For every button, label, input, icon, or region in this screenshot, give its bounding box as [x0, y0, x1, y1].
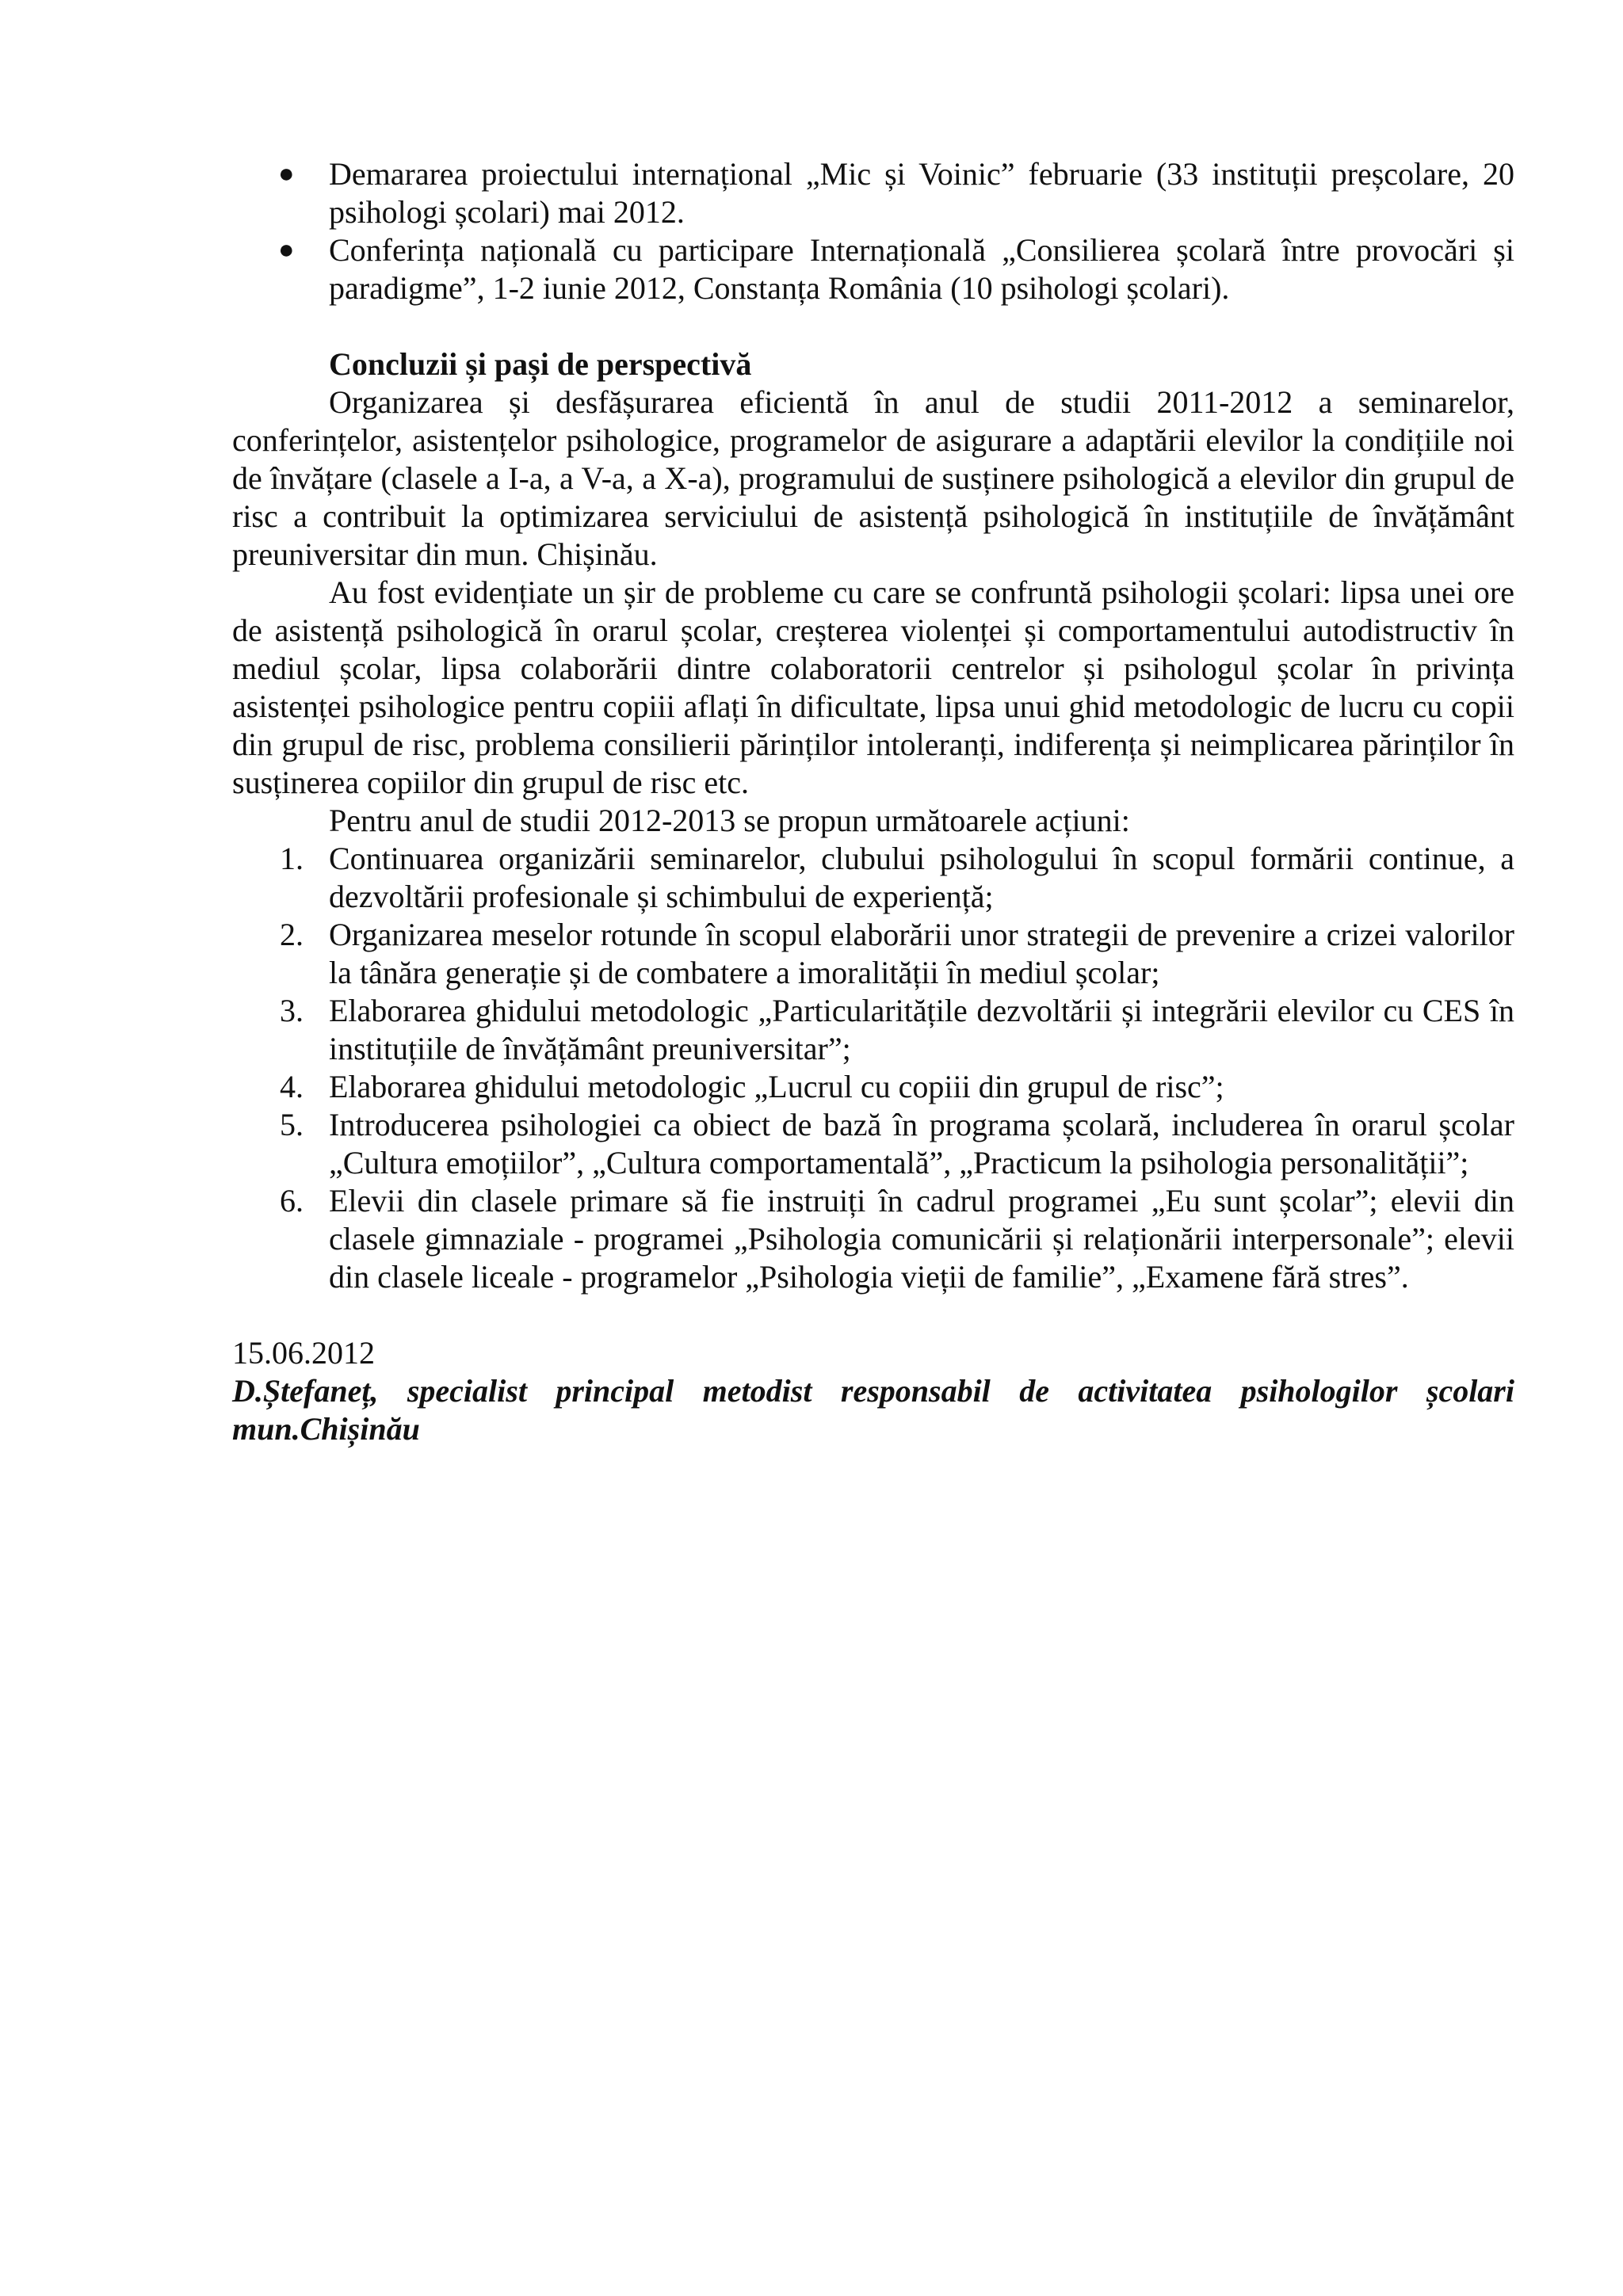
list-item-text: Continuarea organizării seminarelor, clubului psihologului în scopul formării continue, a dezvoltării profesionale și schimbului de experiență;	[329, 841, 1514, 914]
document-page	[232, 155, 1514, 1448]
list-item-text: Elaborarea ghidului metodologic „Lucrul cu copiii din grupul de risc”;	[329, 1069, 1224, 1104]
document-date: 15.06.2012	[232, 1335, 375, 1371]
actions-intro: Pentru anul de studii 2012-2013 se propun următoarele acțiuni:	[329, 803, 1130, 838]
list-item-number: 2.	[280, 917, 304, 952]
list-item-text: Introducerea psihologiei ca obiect de bază în programa școlară, includerea în orarul școlar „Cultura emoțiilor”, „Cultura comportamentală”, „Practicum la psihologia personalității”;	[329, 1107, 1514, 1180]
list-item-number: 6.	[280, 1183, 304, 1219]
actions-numbered-list	[232, 840, 1514, 1296]
events-bullet-list	[232, 155, 1514, 307]
list-item-text: Elaborarea ghidului metodologic „Particularitățile dezvoltării și integrării elevilor cu CES în instituțiile de învățământ preuniversitar”;	[329, 993, 1514, 1066]
list-item	[232, 1106, 1514, 1182]
list-item	[232, 992, 1514, 1068]
list-item-number: 3.	[280, 993, 304, 1028]
paragraph: Organizarea și desfășurarea eficientă în anul de studii 2011-2012 a seminarelor, conferințelor, asistențelor psihologice, programelor de asigurare a adaptării elevilor la condițiile noi de învățare (clasele a I-a, a V-a, a X-a), programului de susținere psihologică a elevilor din grupul de risc a contribuit la optimizarea serviciului de asistență psihologică în instituțiile de învățământ preuniversitar din mun. Chișinău.	[232, 384, 1514, 572]
paragraph: Au fost evidențiate un șir de probleme cu care se confruntă psihologii școlari: lipsa unei ore de asistență psihologică în orarul școlar, creșterea violenței și comportamentului autodistructiv în mediul școlar, lipsa colaborării dintre colaboratorii centrelor și psihologul școlar în privința asistenței psihologice pentru copiii aflați în dificultate, lipsa unui ghid metodologic de lucru cu copii din grupul de risc, problema consilierii părinților intoleranți, indiferența și neimplicarea părinților în susținerea copiilor din grupul de risc etc.	[232, 574, 1514, 800]
list-item	[232, 1182, 1514, 1296]
list-item-number: 4.	[280, 1069, 304, 1104]
bullet-item	[232, 155, 1514, 231]
bullet-icon: ●	[278, 235, 295, 265]
list-item	[232, 1068, 1514, 1106]
bullet-text: Demararea proiectului internațional „Mic și Voinic” februarie (33 instituții preșcolare, 20 psihologi școlari) mai 2012.	[329, 156, 1514, 230]
list-item-text: Elevii din clasele primare să fie instruiți în cadrul programei „Eu sunt școlar”; elevii din clasele gimnaziale - programei „Psihologia comunicării și relaționării interpersonale”; elevii din clasele liceale - programelor „Psihologia vieții de familie”, „Examene fără stres”.	[329, 1183, 1514, 1295]
section-heading: Concluzii și pași de perspectivă	[329, 346, 752, 382]
bullet-text: Conferința națională cu participare Internațională „Consilierea școlară între provocări și paradigme”, 1-2 iunie 2012, Constanța România (10 psihologi școlari).	[329, 232, 1514, 306]
list-item-text: Organizarea meselor rotunde în scopul elaborării unor strategii de prevenire a crizei valorilor la tânăra generație și de combatere a imoralității în mediul școlar;	[329, 917, 1514, 990]
list-item	[232, 916, 1514, 992]
author-signature: D.Ștefaneț, specialist principal metodist responsabil de activitatea psihologilor școlari mun.Chișinău	[232, 1373, 1514, 1447]
list-item-number: 1.	[280, 841, 304, 876]
bullet-icon: ●	[278, 159, 295, 189]
bullet-item	[232, 231, 1514, 307]
list-item	[232, 840, 1514, 916]
list-item-number: 5.	[280, 1107, 304, 1142]
